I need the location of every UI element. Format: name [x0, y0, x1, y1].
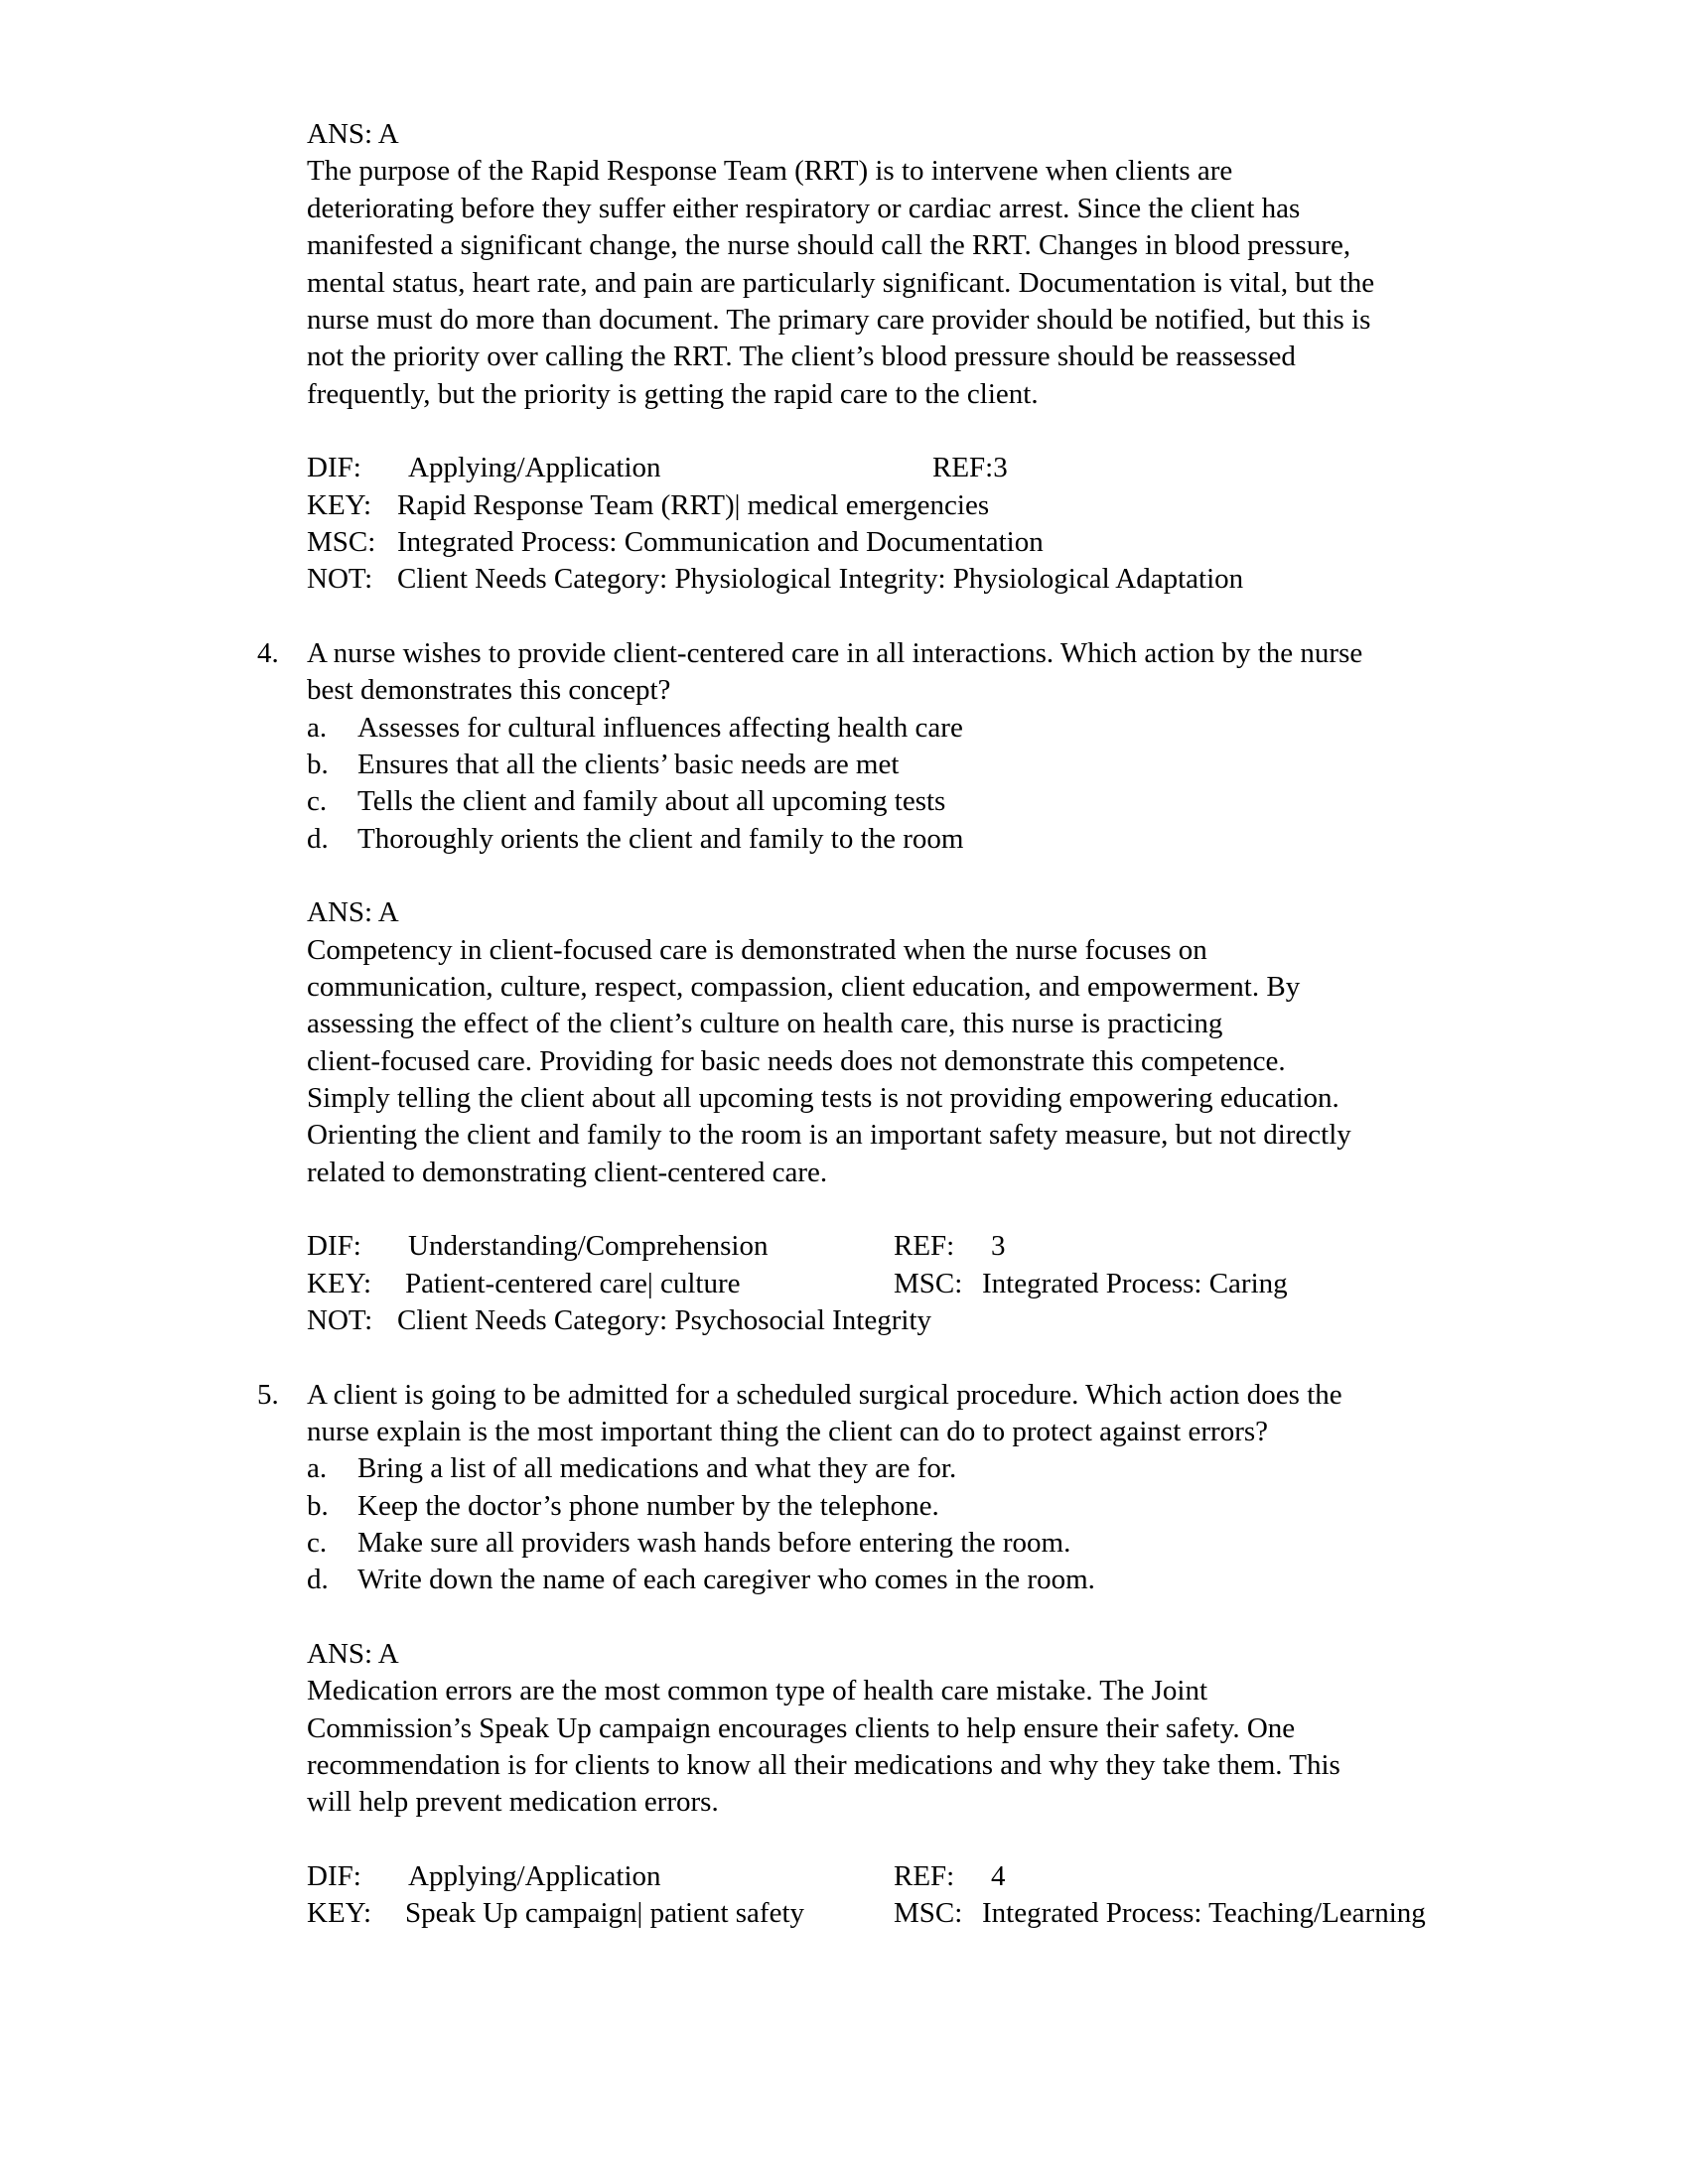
dif-cell	[307, 1228, 894, 1265]
not-value: Client Needs Category: Psychosocial Integrity	[397, 1304, 932, 1336]
answer-line	[0, 894, 1688, 931]
option-letter: b.	[307, 749, 329, 780]
rationale-text: manifested a significant change, the nurse should call the RRT. Changes in blood pressure,	[307, 229, 1351, 261]
answer: ANS: A	[307, 896, 399, 928]
option-c	[0, 783, 1688, 820]
rationale-text: Orienting the client and family to the room is an important safety measure, but not directly	[307, 1119, 1351, 1151]
rationale-text: client-focused care. Providing for basic needs does not demonstrate this competence.	[307, 1045, 1286, 1077]
rationale-line	[0, 932, 1688, 969]
dif-label: DIF:	[307, 1860, 361, 1892]
rationale-line	[0, 969, 1688, 1006]
msc-line	[307, 524, 1044, 561]
dif-value: Applying/Application	[408, 452, 661, 483]
rationale-line	[0, 1747, 1688, 1784]
option-a	[0, 710, 1688, 747]
ref-value: 3	[991, 1230, 1006, 1262]
msc-value: Integrated Process: Caring	[982, 1268, 1288, 1299]
option-letter: a.	[307, 1452, 328, 1484]
option-text: Assesses for cultural influences affecting health care	[357, 712, 963, 744]
rationale-line	[0, 376, 1688, 413]
key-value: Rapid Response Team (RRT)| medical emergencies	[397, 489, 990, 521]
dif-cell	[307, 450, 932, 486]
rationale-text: frequently, but the priority is getting the rapid care to the client.	[307, 378, 1039, 410]
ref-label: REF:	[932, 452, 994, 483]
key-label: KEY:	[307, 489, 371, 521]
key-line	[307, 1266, 1288, 1302]
ref-label: REF:	[894, 1230, 955, 1262]
not-value: Client Needs Category: Physiological Integrity: Physiological Adaptation	[397, 563, 1244, 595]
question-5-stem	[0, 1377, 1688, 1414]
msc-label: MSC:	[894, 1897, 963, 1929]
dif-label: DIF:	[307, 452, 361, 483]
rationale-line	[0, 153, 1688, 190]
key-cell	[307, 1895, 894, 1932]
rationale-line	[0, 227, 1688, 264]
answer-line	[0, 116, 1688, 153]
option-d	[0, 1562, 1688, 1598]
msc-label: MSC:	[894, 1268, 963, 1299]
answer-line	[0, 1636, 1688, 1673]
question-number: 4.	[257, 637, 279, 669]
question-text: nurse explain is the most important thing the client can do to protect against errors?	[307, 1416, 1269, 1447]
ref-value: 3	[993, 452, 1008, 483]
question-4-stem	[0, 635, 1688, 672]
rationale-text: related to demonstrating client-centered care.	[307, 1157, 828, 1188]
msc-value: Integrated Process: Communication and Documentation	[397, 526, 1044, 558]
msc-cell	[894, 1266, 1288, 1302]
option-c	[0, 1525, 1688, 1562]
rationale-line	[0, 1784, 1688, 1821]
rationale-line	[0, 1006, 1688, 1042]
msc-label: MSC:	[307, 526, 376, 558]
option-b	[0, 747, 1688, 783]
dif-cell	[307, 1858, 894, 1895]
rationale-text: deteriorating before they suffer either respiratory or cardiac arrest. Since the client has	[307, 193, 1301, 224]
dif-value: Applying/Application	[408, 1860, 661, 1892]
ref-value: 4	[991, 1860, 1006, 1892]
rationale-line	[0, 339, 1688, 375]
option-text: Keep the doctor’s phone number by the telephone.	[357, 1490, 939, 1522]
rationale-line	[0, 265, 1688, 302]
option-d	[0, 821, 1688, 858]
dif-label: DIF:	[307, 1230, 361, 1262]
key-label: KEY:	[307, 1268, 371, 1299]
rationale-line	[0, 1080, 1688, 1117]
rationale-text: not the priority over calling the RRT. The client’s blood pressure should be reassessed	[307, 341, 1296, 372]
question-5-stem	[0, 1414, 1688, 1450]
not-line	[307, 561, 1243, 598]
option-a	[0, 1450, 1688, 1487]
not-label: NOT:	[307, 563, 373, 595]
rationale-line	[0, 191, 1688, 227]
option-letter: c.	[307, 1527, 328, 1559]
question-text: best demonstrates this concept?	[307, 674, 671, 706]
rationale-line	[0, 302, 1688, 339]
rationale-line	[0, 1673, 1688, 1709]
dif-value: Understanding/Comprehension	[408, 1230, 769, 1262]
rationale-text: mental status, heart rate, and pain are particularly significant. Documentation is vital, but the	[307, 267, 1375, 299]
question-text: A nurse wishes to provide client-centered care in all interactions. Which action by the nurse	[307, 637, 1363, 669]
option-b	[0, 1488, 1688, 1525]
rationale-line	[0, 1710, 1688, 1747]
rationale-line	[0, 1117, 1688, 1154]
option-text: Bring a list of all medications and what they are for.	[357, 1452, 957, 1484]
rationale-text: nurse must do more than document. The primary care provider should be notified, but this is	[307, 304, 1371, 336]
option-letter: b.	[307, 1490, 329, 1522]
msc-value: Integrated Process: Teaching/Learning	[982, 1897, 1426, 1929]
option-text: Make sure all providers wash hands before entering the room.	[357, 1527, 1071, 1559]
option-text: Ensures that all the clients’ basic needs are met	[357, 749, 900, 780]
question-4-stem	[0, 672, 1688, 709]
rationale-text: communication, culture, respect, compassion, client education, and empowerment. By	[307, 971, 1301, 1003]
option-letter: d.	[307, 1564, 329, 1595]
key-label: KEY:	[307, 1897, 371, 1929]
rationale-text: recommendation is for clients to know all their medications and why they take them. This	[307, 1749, 1340, 1781]
option-letter: a.	[307, 712, 328, 744]
option-text: Write down the name of each caregiver who comes in the room.	[357, 1564, 1095, 1595]
key-line	[307, 487, 989, 524]
ref-cell	[894, 1228, 1006, 1265]
dif-line	[307, 1228, 1006, 1265]
not-line	[307, 1302, 931, 1339]
msc-cell	[894, 1895, 1426, 1932]
option-letter: c.	[307, 785, 328, 817]
option-letter: d.	[307, 823, 329, 855]
ref-cell	[894, 1858, 1006, 1895]
key-value: Patient-centered care| culture	[405, 1268, 741, 1299]
option-text: Tells the client and family about all upcoming tests	[357, 785, 946, 817]
rationale-line	[0, 1043, 1688, 1080]
key-value: Speak Up campaign| patient safety	[405, 1897, 805, 1929]
ref-label: REF:	[894, 1860, 955, 1892]
not-label: NOT:	[307, 1304, 373, 1336]
rationale-text: will help prevent medication errors.	[307, 1786, 719, 1818]
option-text: Thoroughly orients the client and family to the room	[357, 823, 964, 855]
dif-line	[307, 1858, 1006, 1895]
ref-cell	[932, 450, 1008, 486]
dif-line	[307, 450, 1008, 486]
rationale-line	[0, 1155, 1688, 1191]
key-line	[307, 1895, 1426, 1932]
rationale-text: The purpose of the Rapid Response Team (RRT) is to intervene when clients are	[307, 155, 1233, 187]
answer: ANS: A	[307, 118, 399, 150]
rationale-text: assessing the effect of the client’s culture on health care, this nurse is practicing	[307, 1008, 1223, 1039]
rationale-text: Commission’s Speak Up campaign encourages clients to help ensure their safety. One	[307, 1712, 1296, 1744]
rationale-text: Simply telling the client about all upcoming tests is not providing empowering education.	[307, 1082, 1339, 1114]
question-text: A client is going to be admitted for a scheduled surgical procedure. Which action does the	[307, 1379, 1342, 1411]
rationale-text: Competency in client-focused care is demonstrated when the nurse focuses on	[307, 934, 1207, 966]
rationale-text: Medication errors are the most common type of health care mistake. The Joint	[307, 1675, 1208, 1706]
key-cell	[307, 1266, 894, 1302]
answer: ANS: A	[307, 1638, 399, 1670]
question-number: 5.	[257, 1379, 279, 1411]
